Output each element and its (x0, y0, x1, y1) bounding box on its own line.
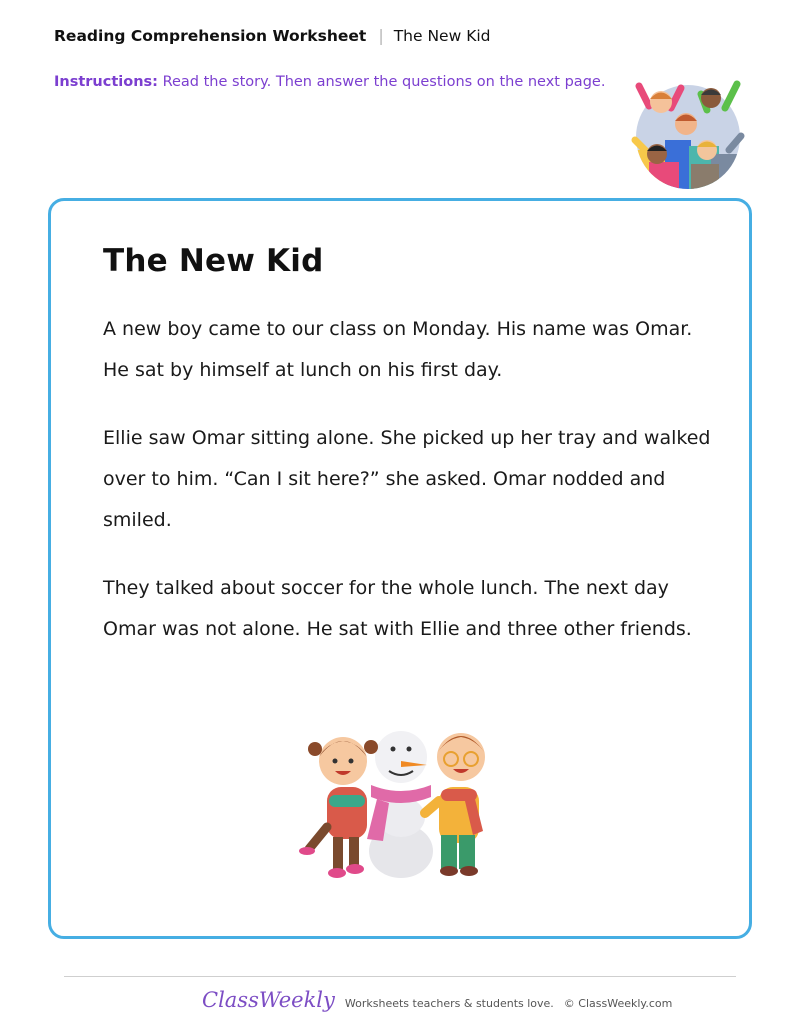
footer (202, 988, 672, 1012)
header-separator: | (378, 26, 384, 45)
footer-brand-logo: ClassWeekly (202, 988, 335, 1012)
worksheet-header (54, 26, 491, 45)
worksheet-title: Reading Comprehension Worksheet (54, 27, 367, 45)
story-paragraph-3: They talked about soccer for the whole lunch. The next day Omar was not alone. He sat with Ellie and three other friends. (103, 577, 692, 640)
instructions-text: Read the story. Then answer the questions on the next page. (157, 74, 606, 90)
cheering-kids-icon (631, 80, 745, 194)
header-story-name: The New Kid (393, 27, 491, 45)
story-paragraph-1: A new boy came to our class on Monday. His name was Omar. He sat by himself at lunch on his first day. (103, 318, 693, 381)
footer-copyright: © ClassWeekly.com (563, 997, 673, 1010)
story-title: The New Kid (103, 243, 324, 279)
snowman-kids-illustration (297, 717, 509, 883)
footer-divider (64, 976, 736, 977)
story-paragraph-2: Ellie saw Omar sitting alone. She picked up her tray and walked over to him. “Can I sit here?” she asked. Omar nodded and smiled. (103, 427, 711, 531)
instructions-label: Instructions: (54, 74, 158, 90)
instructions (54, 74, 605, 90)
story-box (48, 198, 752, 939)
footer-tagline: Worksheets teachers & students love. (344, 997, 554, 1010)
